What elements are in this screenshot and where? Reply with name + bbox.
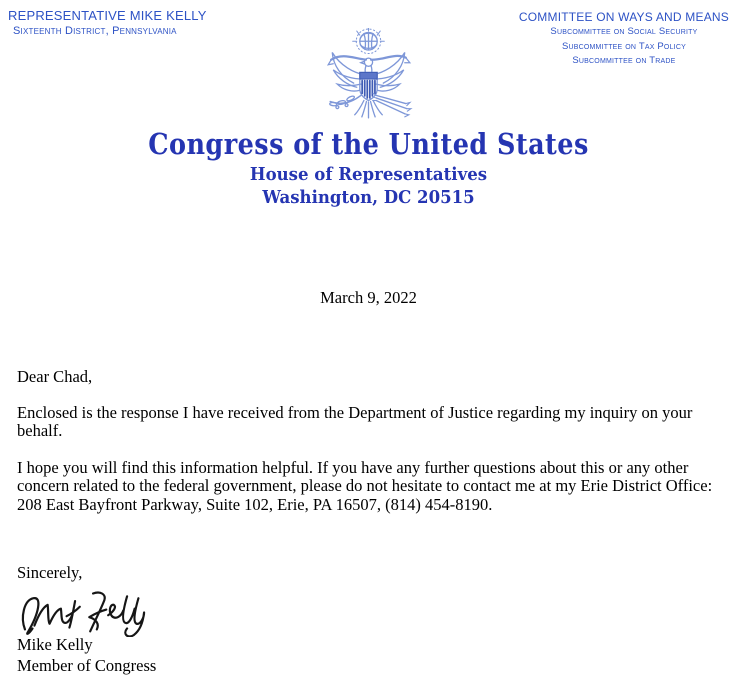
committee-name: COMMITTEE ON WAYS AND MEANS xyxy=(518,10,729,24)
member-district: Sixteenth District, Pennsylvania xyxy=(13,25,177,37)
signer-name: Mike Kelly xyxy=(17,635,93,654)
great-seal-eagle-icon xyxy=(0,28,737,125)
masthead xyxy=(0,127,737,208)
subcommittee-2: Subcommittee on Tax Policy xyxy=(561,40,686,52)
subcommittee-1: Subcommittee on Social Security xyxy=(550,26,698,37)
closing-block xyxy=(17,563,156,675)
masthead-title: Congress of the United States xyxy=(148,127,589,161)
masthead-chamber: House of Representatives xyxy=(249,164,488,185)
signer-title: Member of Congress xyxy=(17,656,157,675)
paragraph-2: I hope you will find this information helpful. If you have any further questions about this or any other concern related to the federal government, please do not hesitate to contact me at my Erie District Office: 208 East Bayfront Parkway, Suite 102, Erie, PA 16507, (814) 454-8190. xyxy=(17,457,713,514)
salutation: Dear Chad, xyxy=(17,367,93,386)
handwritten-signature-icon xyxy=(19,585,156,637)
paragraph-1: Enclosed is the response I have received from the Department of Justice regarding my inquiry on your behalf. xyxy=(17,402,693,440)
date-line: March 9, 2022 xyxy=(320,288,417,307)
letter-body xyxy=(17,368,717,532)
masthead-address: Washington, DC 20515 xyxy=(262,187,475,208)
subcommittee-3: Subcommittee on Trade xyxy=(572,55,676,66)
member-name: REPRESENTATIVE MIKE KELLY xyxy=(8,8,207,23)
closing-word: Sincerely, xyxy=(17,563,83,582)
